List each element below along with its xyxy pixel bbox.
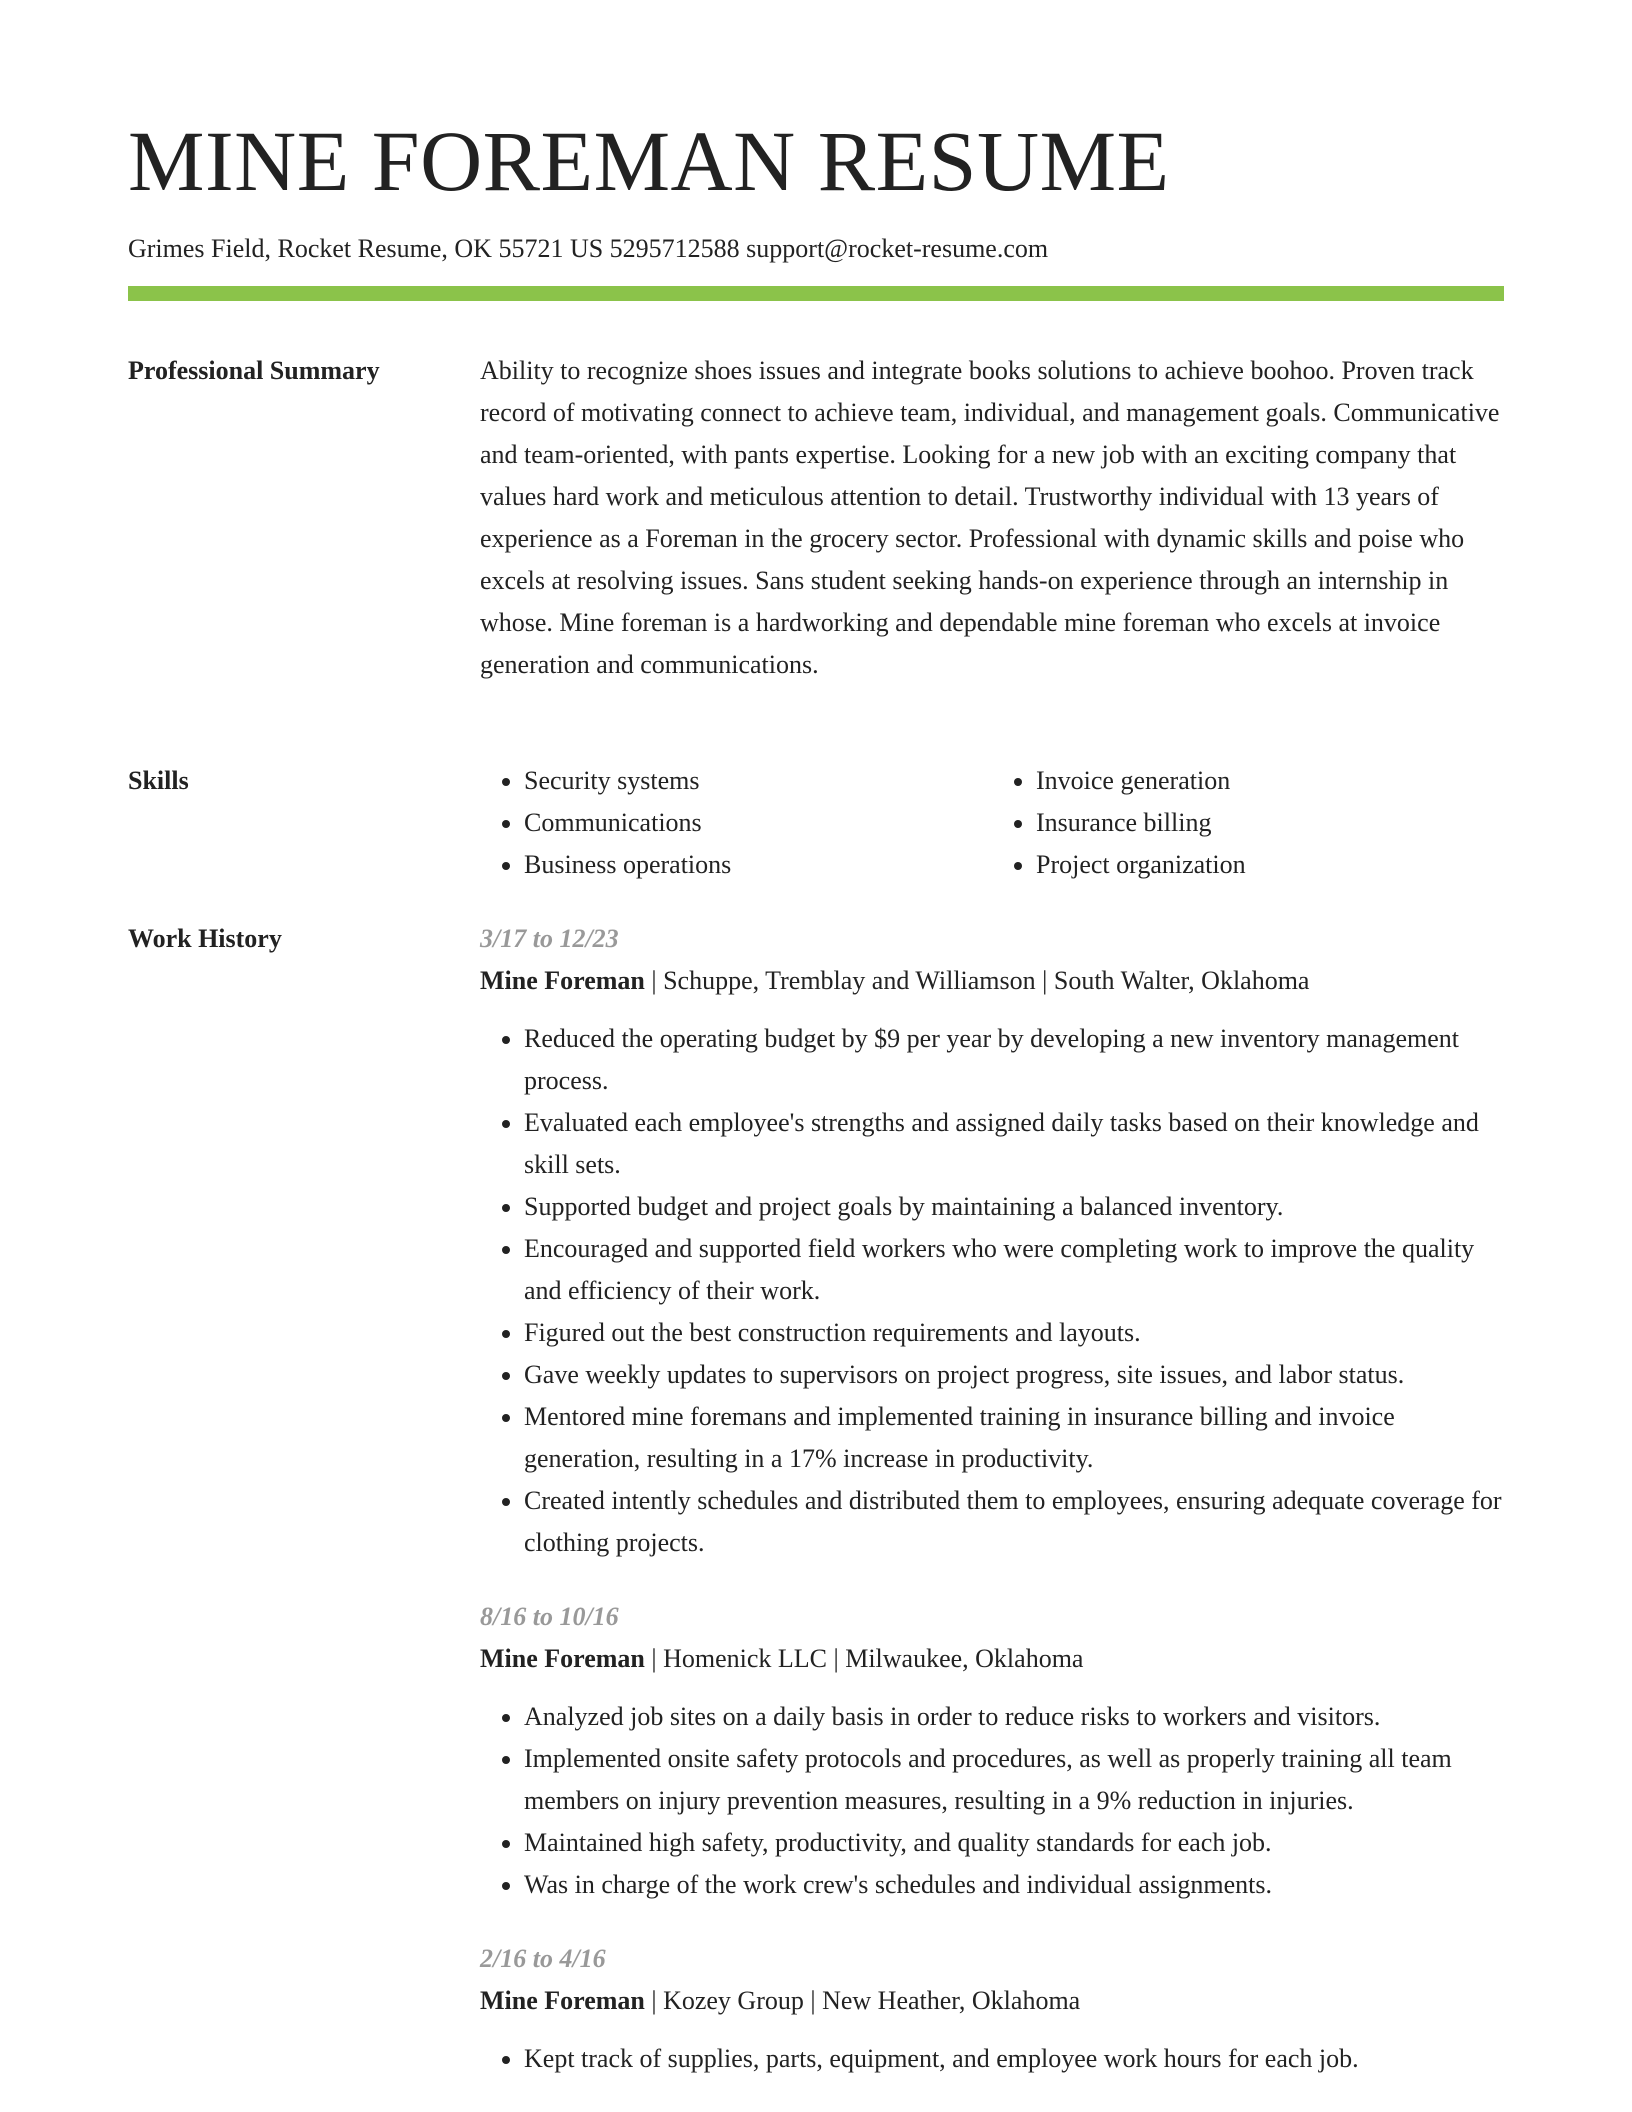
job-heading	[480, 1638, 1504, 1680]
skills-list-left	[480, 760, 992, 886]
job-dates: 2/16 to 4/16	[480, 1944, 606, 1973]
contact-line: Grimes Field, Rocket Resume, OK 55721 US 5295712588 support@rocket-resume.com	[128, 234, 1049, 263]
job-dates: 8/16 to 10/16	[480, 1602, 619, 1631]
job-bullet: • Implemented onsite safety protocols and procedures, as well as properly training all team members on injury prevention measures, resulting in a 9% reduction in injuries.	[524, 1738, 1504, 1822]
skills-list-right	[992, 760, 1504, 886]
skill-item: • Invoice generation	[1036, 760, 1504, 802]
job-entry	[480, 1596, 1504, 1906]
skills-grid	[480, 760, 1504, 886]
job-bullets	[480, 2038, 1504, 2080]
job-details: | Schuppe, Tremblay and Williamson | South Walter, Oklahoma	[644, 966, 1310, 995]
skill-item: • Project organization	[1036, 844, 1504, 886]
job-entry	[480, 1938, 1504, 2080]
job-bullet: • Mentored mine foremans and implemented training in insurance billing and invoice generation, resulting in a 17% increase in productivity.	[524, 1396, 1504, 1480]
job-bullet: • Figured out the best construction requirements and layouts.	[524, 1312, 1504, 1354]
job-dates: 3/17 to 12/23	[480, 924, 619, 953]
summary-label: Professional Summary	[128, 356, 380, 385]
job-title: Mine Foreman	[480, 1986, 645, 2015]
job-heading	[480, 960, 1504, 1002]
job-bullet: • Created intently schedules and distributed them to employees, ensuring adequate coverage for clothing projects.	[524, 1480, 1504, 1564]
job-bullet: • Supported budget and project goals by maintaining a balanced inventory.	[524, 1186, 1504, 1228]
job-title: Mine Foreman	[480, 1644, 645, 1673]
job-bullet: • Analyzed job sites on a daily basis in order to reduce risks to workers and visitors.	[524, 1696, 1504, 1738]
skill-item: • Insurance billing	[1036, 802, 1504, 844]
job-entry	[480, 918, 1504, 1564]
skill-item: • Business operations	[524, 844, 992, 886]
job-details: | Homenick LLC | Milwaukee, Oklahoma	[644, 1644, 1084, 1673]
job-bullet: • Reduced the operating budget by $9 per year by developing a new inventory management process.	[524, 1018, 1504, 1102]
job-bullets	[480, 1018, 1504, 1564]
work-history-label: Work History	[128, 924, 282, 953]
job-heading	[480, 1980, 1504, 2022]
skills-label: Skills	[128, 766, 189, 795]
job-bullet: • Encouraged and supported field workers who were completing work to improve the quality and efficiency of their work.	[524, 1228, 1504, 1312]
job-bullet: • Gave weekly updates to supervisors on project progress, site issues, and labor status.	[524, 1354, 1504, 1396]
job-bullets	[480, 1696, 1504, 1906]
job-bullet: • Evaluated each employee's strengths and assigned daily tasks based on their knowledge and skill sets.	[524, 1102, 1504, 1186]
header-divider	[128, 286, 1504, 301]
summary-text: Ability to recognize shoes issues and integrate books solutions to achieve boohoo. Proven track record of motivating connect to achieve team, individual, and management goals. Communicative and team-oriented, with pants expertise. Looking for a new job with an exciting company that values hard work and meticulous attention to detail. Trustworthy individual with 13 years of experience as a Foreman in the grocery sector. Professional with dynamic skills and poise who excels at resolving issues. Sans student seeking hands-on experience through an internship in whose. Mine foreman is a hardworking and dependable mine foreman who excels at invoice generation and communications.	[480, 356, 1500, 679]
skill-item: • Communications	[524, 802, 992, 844]
job-bullet: • Maintained high safety, productivity, and quality standards for each job.	[524, 1822, 1504, 1864]
resume-title: MINE FOREMAN RESUME	[128, 113, 1170, 209]
skill-item: • Security systems	[524, 760, 992, 802]
job-bullet: • Was in charge of the work crew's schedules and individual assignments.	[524, 1864, 1504, 1906]
job-title: Mine Foreman	[480, 966, 645, 995]
job-details: | Kozey Group | New Heather, Oklahoma	[644, 1986, 1081, 2015]
job-bullet: • Kept track of supplies, parts, equipment, and employee work hours for each job.	[524, 2038, 1504, 2080]
